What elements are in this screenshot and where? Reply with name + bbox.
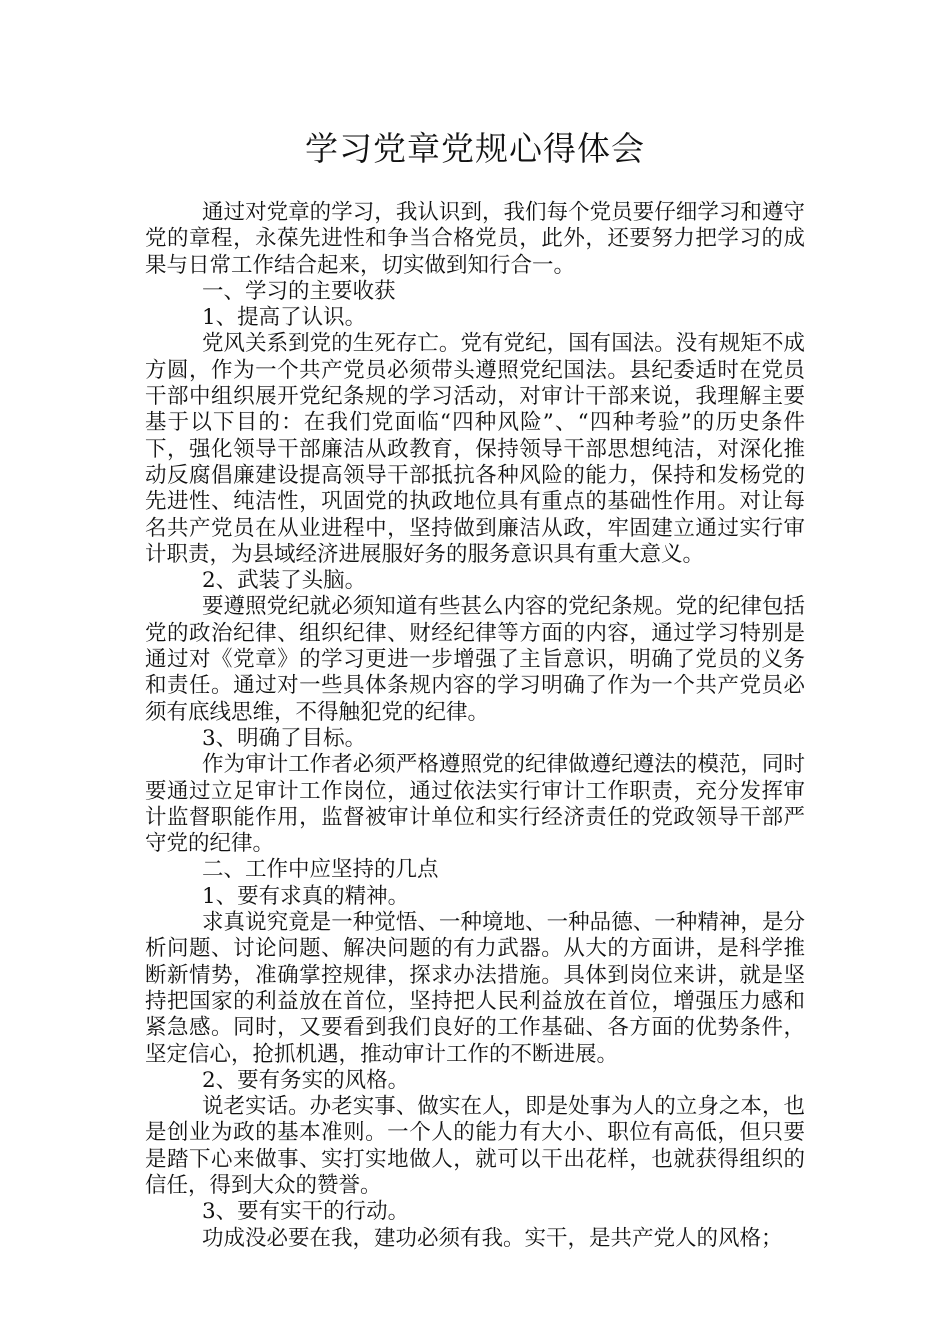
subheading-2-1: 1、要有求真的精神。	[202, 883, 410, 909]
body-paragraph-2-1: 求真说究竟是一种觉悟、一种境地、一种品德、一种精神，是分析问题、讨论问题、解决问题的有力武器。从大的方面讲，是科学推断新情势，准确掌控规律，探求办法措施。具体到岗位来讲，就是坚持把国家的利益放在首位，坚持把人民利益放在首位，增强压力感和紧急感。同时，又要看到我们良好的工作基础、各方面的优势条件，坚定信心，抢抓机遇，推动审计工作的不断进展。	[145, 910, 805, 1067]
section-heading-2: 二、工作中应坚持的几点	[202, 857, 439, 883]
document-title: 学习党章党规心得体会	[305, 129, 645, 168]
body-paragraph-2-2: 说老实话。办老实事、做实在人，即是处事为人的立身之本，也是创业为政的基本准则。一个人的能力有大小、职位有高低，但只要是踏下心来做事、实打实地做人，就可以干出花样，也就获得组织的信任，得到大众的赞誉。	[145, 1094, 805, 1198]
body-paragraph-1-2: 要遵照党纪就必须知道有些甚么内容的党纪条规。党的纪律包括党的政治纪律、组织纪律、财经纪律等方面的内容，通过学习特别是通过对《党章》的学习更进一步增强了主旨意识，明确了党员的义务和责任。通过对一些具体条规内容的学习明确了作为一个共产党员必须有底线思维，不得触犯党的纪律。	[145, 594, 805, 725]
intro-paragraph: 通过对党章的学习，我认识到，我们每个党员要仔细学习和遵守党的章程，永葆先进性和争当合格党员，此外，还要努力把学习的成果与日常工作结合起来，切实做到知行合一。	[145, 200, 805, 278]
subheading-1-2: 2、武装了头脑。	[202, 568, 367, 594]
body-paragraph-1-1: 党风关系到党的生死存亡。党有党纪，国有国法。没有规矩不成方圆，作为一个共产党员必须带头遵照党纪国法。县纪委适时在党员干部中组织展开党纪条规的学习活动，对审计干部来说，我理解主要基于以下目的：在我们党面临“四种风险”、“四种考验”的历史条件下，强化领导干部廉洁从政教育，保持领导干部思想纯洁，对深化推动反腐倡廉建设提高领导干部抵抗各种风险的能力，保持和发杨党的先进性、纯洁性，巩固党的执政地位具有重点的基础性作用。对让每名共产党员在从业进程中，坚持做到廉洁从政，牢固建立通过实行审计职责，为县域经济进展服好务的服务意识具有重大意义。	[145, 331, 805, 567]
subheading-1-1: 1、提高了认识。	[202, 305, 367, 331]
subheading-2-2: 2、要有务实的风格。	[202, 1067, 410, 1093]
document-body	[145, 200, 805, 1252]
subheading-2-3: 3、要有实干的行动。	[202, 1199, 410, 1225]
body-paragraph-2-3: 功成没必要在我，建功必须有我。实干，是共产党人的风格；	[202, 1225, 783, 1251]
section-heading-1: 一、学习的主要收获	[202, 278, 396, 304]
subheading-1-3: 3、明确了目标。	[202, 725, 367, 751]
body-paragraph-1-3: 作为审计工作者必须严格遵照党的纪律做遵纪遵法的模范，同时要通过立足审计工作岗位，通过依法实行审计工作职责，充分发挥审计监督职能作用，监督被审计单位和实行经济责任的党政领导干部严守党的纪律。	[145, 752, 805, 857]
